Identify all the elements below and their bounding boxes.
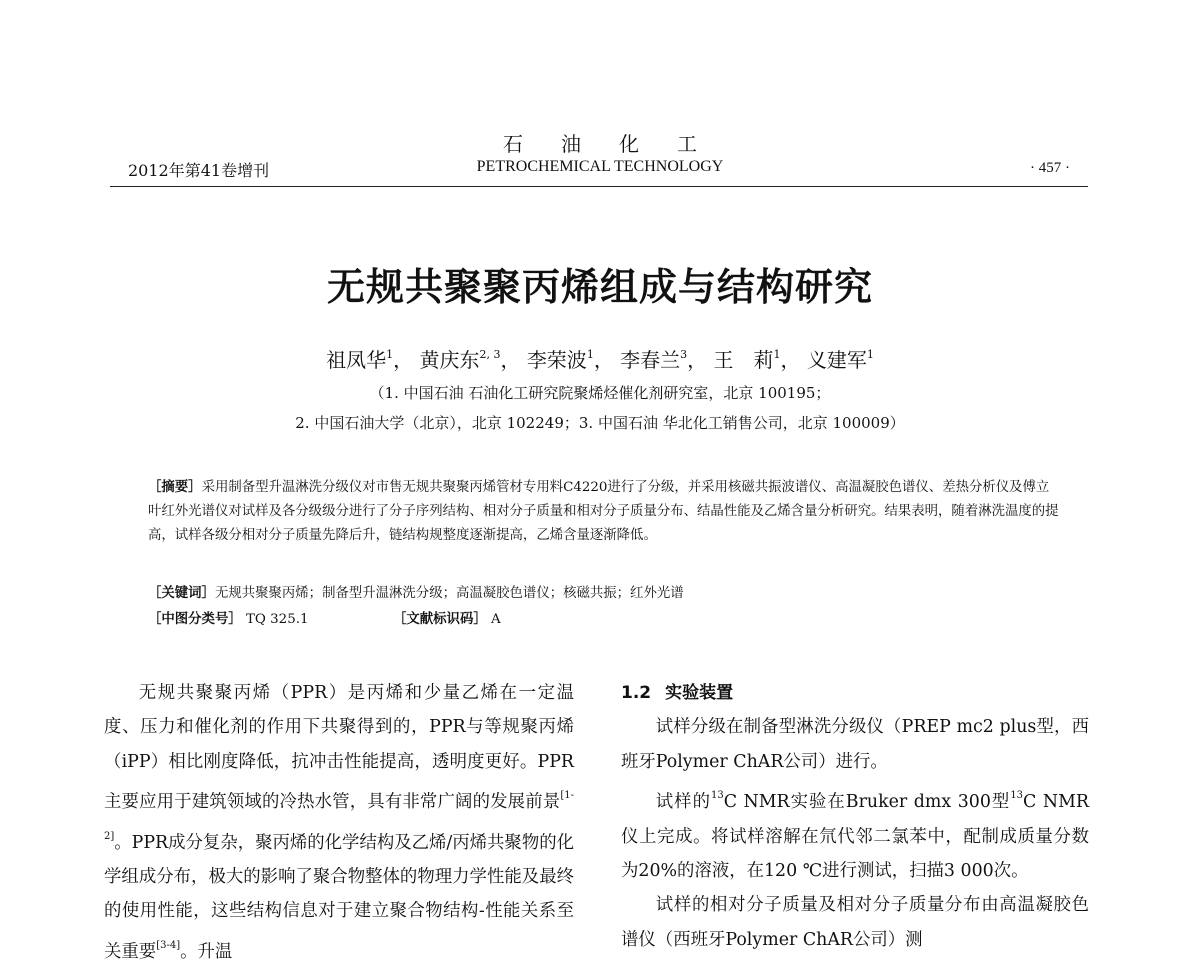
- author-affiliation-mark: 3: [680, 348, 688, 361]
- body-left-column: [104, 676, 574, 969]
- journal-title-cn: 石油化工: [503, 132, 735, 156]
- page-number: · 457 ·: [1030, 160, 1070, 176]
- body-paragraph: [621, 779, 1089, 888]
- classification-number: [148, 608, 309, 632]
- classification-value: TQ 325.1: [246, 612, 309, 627]
- citation: [3-4]: [156, 939, 181, 951]
- body-text: C NMR实验在Bruker dmx 300型: [723, 792, 1011, 813]
- author-name: 祖凤华: [326, 348, 387, 372]
- body-text: 。PPR成分复杂，聚丙烯的化学结构及乙烯/丙烯共聚物的化学组成分布，极大的影响了聚合物整体的物理力学性能及最终的使用性能，这些结构信息对于建立聚合物结构-性能关系至关重要: [104, 832, 574, 962]
- isotope-mark: 13: [1010, 790, 1024, 802]
- body-text: 无规共聚聚丙烯（PPR）是丙烯和少量乙烯在一定温度、压力和催化剂的作用下共聚得到的，PPR与等规聚丙烯（iPP）相比刚度降低，抗冲击性能提高，透明度更好。PPR主要应用于建筑领域的冷热水管，具有非常广阔的发展前景: [104, 683, 574, 813]
- author-affiliation-mark: 2, 3: [479, 348, 501, 361]
- journal-title-en: PETROCHEMICAL TECHNOLOGY: [476, 158, 724, 175]
- keywords-label: ［关键词］: [148, 586, 215, 601]
- classification-label: ［中图分类号］: [148, 612, 242, 627]
- body-paragraph: [104, 676, 574, 969]
- section-number: 1.2: [621, 683, 652, 703]
- author-name: 王 莉: [713, 348, 774, 372]
- author-list: 祖凤华$^1$， 黄庆东$^{2, 3}$， 李荣波$^1$， 李春兰$^3$， 王 莉$^1$， 义建军$^1$: [326, 348, 874, 372]
- abstract-label: ［摘要］: [148, 480, 202, 495]
- body-right-column: [621, 676, 1089, 957]
- author-affiliation-mark: 1: [386, 348, 394, 361]
- body-text: 试样的: [655, 792, 711, 813]
- issue-label: 2012年第41卷增刊: [128, 161, 270, 180]
- body-text: 。升温: [180, 941, 233, 962]
- section-title: 实验装置: [665, 683, 734, 703]
- document-code-label: ［文献标识码］: [393, 612, 487, 627]
- author-name: 义建军: [806, 348, 867, 372]
- paper-title: 无规共聚聚丙烯组成与结构研究: [326, 265, 873, 309]
- abstract: [148, 476, 1060, 548]
- author-name: 李荣波: [526, 348, 587, 372]
- affiliation-line-1: （1. 中国石油 石油化工研究院聚烯烃催化剂研究室，北京 100195；: [369, 384, 831, 402]
- author-affiliation-mark: 1: [866, 348, 874, 361]
- body-paragraph: 试样分级在制备型淋洗分级仪（PREP mc2 plus型，西班牙Polymer ChAR公司）进行。: [621, 717, 1089, 772]
- author-affiliation-mark: 1: [586, 348, 594, 361]
- section-heading: [621, 676, 1089, 710]
- author-name: 李春兰: [620, 348, 681, 372]
- abstract-text: 采用制备型升温淋洗分级仪对市售无规共聚聚丙烯管材专用料C4220进行了分级，并采用核磁共振波谱仪、高温凝胶色谱仪、差热分析仪及傅立叶红外光谱仪对试样及各分级级分进行了分子序列结构、相对分子质量和相对分子质量分布、结晶性能及乙烯含量分析研究。结果表明，随着淋洗温度的提高，试样各级分相对分子质量先降后升，链结构规整度逐渐提高，乙烯含量逐渐降低。: [148, 480, 1059, 543]
- isotope-mark: 13: [710, 790, 724, 802]
- affiliation-line-2: 2. 中国石油大学（北京），北京 102249；3. 中国石油 华北化工销售公司，北京 100009）: [295, 414, 905, 432]
- keywords: [148, 582, 1060, 606]
- author-affiliation-mark: 1: [773, 348, 781, 361]
- document-code-value: A: [491, 612, 501, 627]
- body-text: C NMR仪上完成。将试样溶解在氘代邻二氯苯中，配制成质量分数为20%的溶液，在120 ℃进行测试，扫描3 000次。: [621, 792, 1089, 882]
- document-code: [393, 608, 501, 632]
- keywords-text: 无规共聚聚丙烯；制备型升温淋洗分级；高温凝胶色谱仪；核磁共振；红外光谱: [214, 586, 684, 601]
- body-paragraph: 试样的相对分子质量及相对分子质量分布由高温凝胶色谱仪（西班牙Polymer ChAR公司）测: [621, 895, 1089, 950]
- header-rule: [110, 186, 1088, 187]
- author-name: 黄庆东: [419, 348, 480, 372]
- citation: [1-2]: [104, 790, 574, 842]
